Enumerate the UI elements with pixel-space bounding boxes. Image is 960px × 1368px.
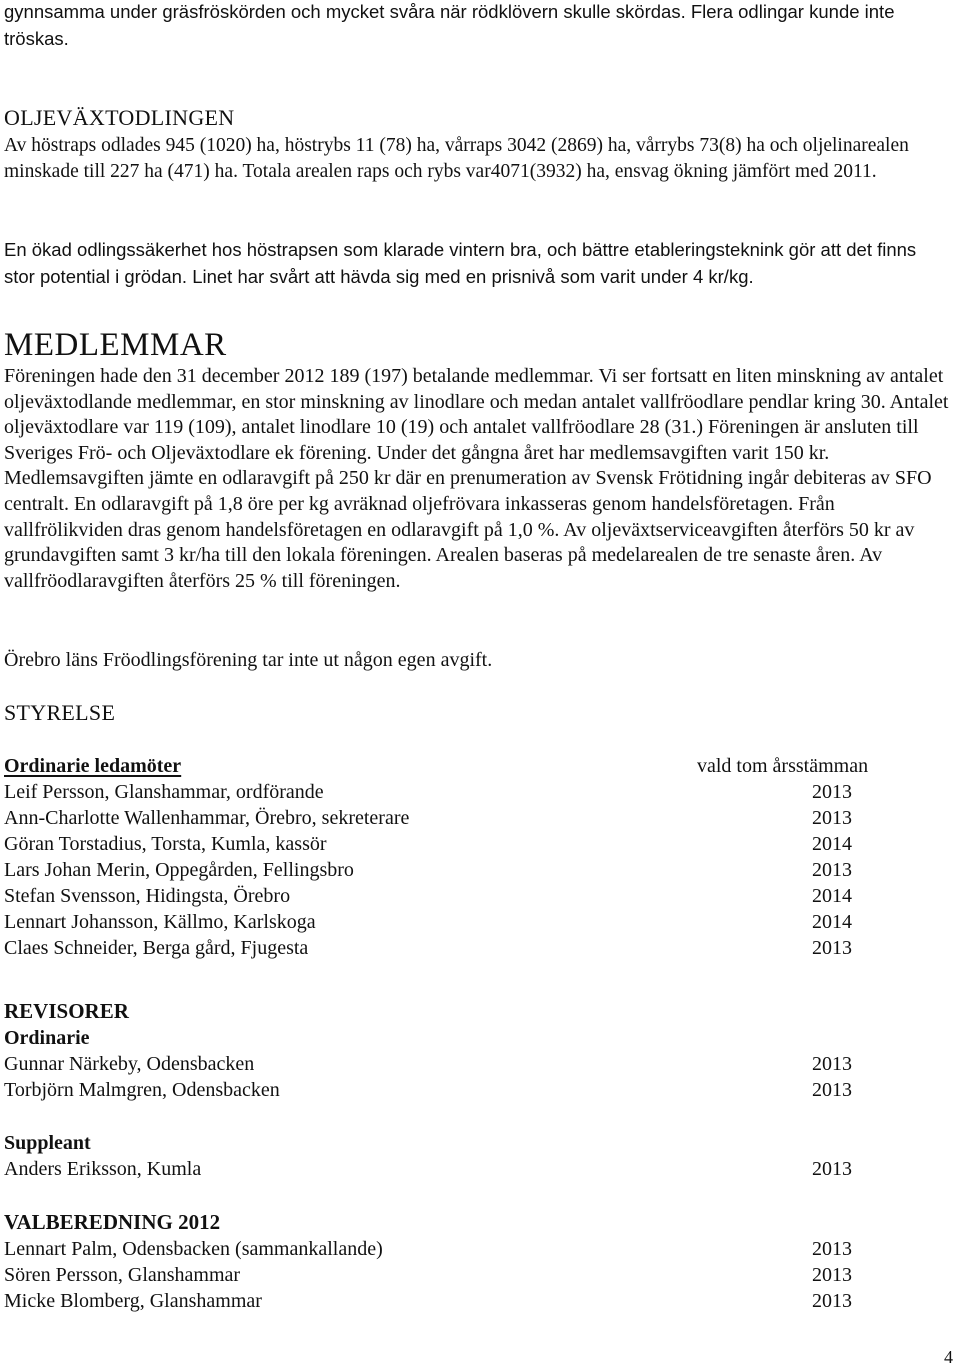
term-year: 2013 bbox=[812, 937, 852, 959]
intro-paragraph: gynnsamma under gräsfröskörden och mycket svåra när rödklövern skulle skördas. Flera odlingar kunde inte tröskas. bbox=[4, 1, 895, 49]
members-paragraph-1: Föreningen hade den 31 december 2012 189 (197) betalande medlemmar. Vi ser fortsatt en liten minskning av antalet oljeväxtodlande medlemmar, en stor minskning av linodlare och medan antalet vallfröodlare pendlar kring 30. Antalet oljeväxtodlare var 119 (109), antalet linodlare 10 (19) och antalet vallfröodlare 28 (31.) Föreningen är ansluten till Sveriges Frö- och Oljeväxtodlare ek förening. Under det gångna året har medlemsavgiften varit 150 kr. Medlemsavgiften jämte en odlaravgift på 250 kr där en prenumeration av Svensk Frötidning ingår debiteras av SFO centralt. En odlaravgift på 1,8 öre per kg avräknad oljefrövara inkasseras genom handelsföretagen. Från vallfrölikviden dras genom handelsföretagen en odlaravgift på 1,0 %. Av oljeväxtserviceavgiften återförs 50 kr av grundavgiften samt 3 kr/ha till den lokala föreningen. Arealen baseras på medelarealen de tre senaste åren. Av vallfröodlaravgiften återförs 25 % till föreningen. bbox=[4, 365, 949, 592]
board-header-row bbox=[4, 753, 904, 779]
person-name: Leif Persson, Glanshammar, ordförande bbox=[4, 781, 324, 803]
oil-paragraph-1 bbox=[4, 133, 944, 184]
term-year: 2013 bbox=[812, 1290, 852, 1312]
auditors-deputy-label: Suppleant bbox=[4, 1132, 91, 1154]
members-heading: MEDLEMMAR bbox=[4, 327, 227, 363]
term-year: 2014 bbox=[812, 911, 852, 933]
list-item bbox=[4, 1051, 904, 1077]
list-item bbox=[4, 1262, 904, 1288]
board-col-right: vald tom årsstämman bbox=[697, 755, 869, 777]
person-name: Ann-Charlotte Wallenhammar, Örebro, sekreterare bbox=[4, 807, 410, 829]
auditors-ordinary-label: Ordinarie bbox=[4, 1027, 90, 1049]
term-year: 2013 bbox=[812, 1158, 852, 1180]
list-item bbox=[4, 1288, 904, 1314]
person-name: Claes Schneider, Berga gård, Fjugesta bbox=[4, 937, 309, 959]
person-name: Anders Eriksson, Kumla bbox=[4, 1158, 202, 1180]
list-item bbox=[4, 883, 904, 909]
person-name: Lars Johan Merin, Oppegården, Fellingsbro bbox=[4, 859, 354, 881]
person-name: Lennart Johansson, Källmo, Karlskoga bbox=[4, 911, 316, 933]
oil-paragraph-1-text: Av höstraps odlades 945 (1020) ha, höstrybs 11 (78) ha, vårraps 3042 (2869) ha, vårrybs 73(8) ha och oljelinarealen minskade till 227 ha (471) ha. Totala arealen raps och rybs var4071(3932) ha, ensvag ökning jämfört med 2011. bbox=[4, 135, 909, 182]
auditors-heading: REVISORER bbox=[4, 999, 129, 1023]
board-heading: STYRELSE bbox=[4, 700, 116, 725]
person-name: Lennart Palm, Odensbacken (sammankallande) bbox=[4, 1238, 383, 1260]
term-year: 2013 bbox=[812, 1238, 852, 1260]
term-year: 2013 bbox=[812, 1264, 852, 1286]
list-item bbox=[4, 1236, 904, 1262]
term-year: 2013 bbox=[812, 1079, 852, 1101]
person-name: Torbjörn Malmgren, Odensbacken bbox=[4, 1079, 280, 1101]
person-name: Göran Torstadius, Torsta, Kumla, kassör bbox=[4, 833, 327, 855]
list-item bbox=[4, 779, 904, 805]
term-year: 2013 bbox=[812, 859, 852, 881]
term-year: 2013 bbox=[812, 807, 852, 829]
person-name: Stefan Svensson, Hidingsta, Örebro bbox=[4, 885, 291, 907]
list-item bbox=[4, 831, 904, 857]
list-item bbox=[4, 805, 904, 831]
list-item bbox=[4, 1077, 904, 1103]
person-name: Micke Blomberg, Glanshammar bbox=[4, 1290, 262, 1312]
person-name: Sören Persson, Glanshammar bbox=[4, 1264, 241, 1286]
term-year: 2014 bbox=[812, 885, 852, 907]
term-year: 2013 bbox=[812, 1053, 852, 1075]
board-col-left: Ordinarie ledamöter bbox=[4, 755, 182, 777]
person-name: Gunnar Närkeby, Odensbacken bbox=[4, 1053, 255, 1075]
term-year: 2014 bbox=[812, 833, 852, 855]
nomination-heading: VALBEREDNING 2012 bbox=[4, 1210, 221, 1234]
page-number: 4 bbox=[944, 1347, 953, 1367]
list-item bbox=[4, 1156, 904, 1182]
oil-heading: OLJEVÄXTODLINGEN bbox=[4, 105, 235, 130]
members-paragraph-2: Örebro läns Fröodlingsförening tar inte ut någon egen avgift. bbox=[4, 649, 493, 671]
list-item bbox=[4, 909, 904, 935]
oil-paragraph-2: En ökad odlingssäkerhet hos höstrapsen som klarade vintern bra, och bättre etableringsteknink gör att det finns stor potential i grödan. Linet har svårt att hävda sig med en prisnivå som varit under 4 kr/kg. bbox=[4, 239, 917, 287]
list-item bbox=[4, 857, 904, 883]
term-year: 2013 bbox=[812, 781, 852, 803]
list-item bbox=[4, 935, 904, 961]
